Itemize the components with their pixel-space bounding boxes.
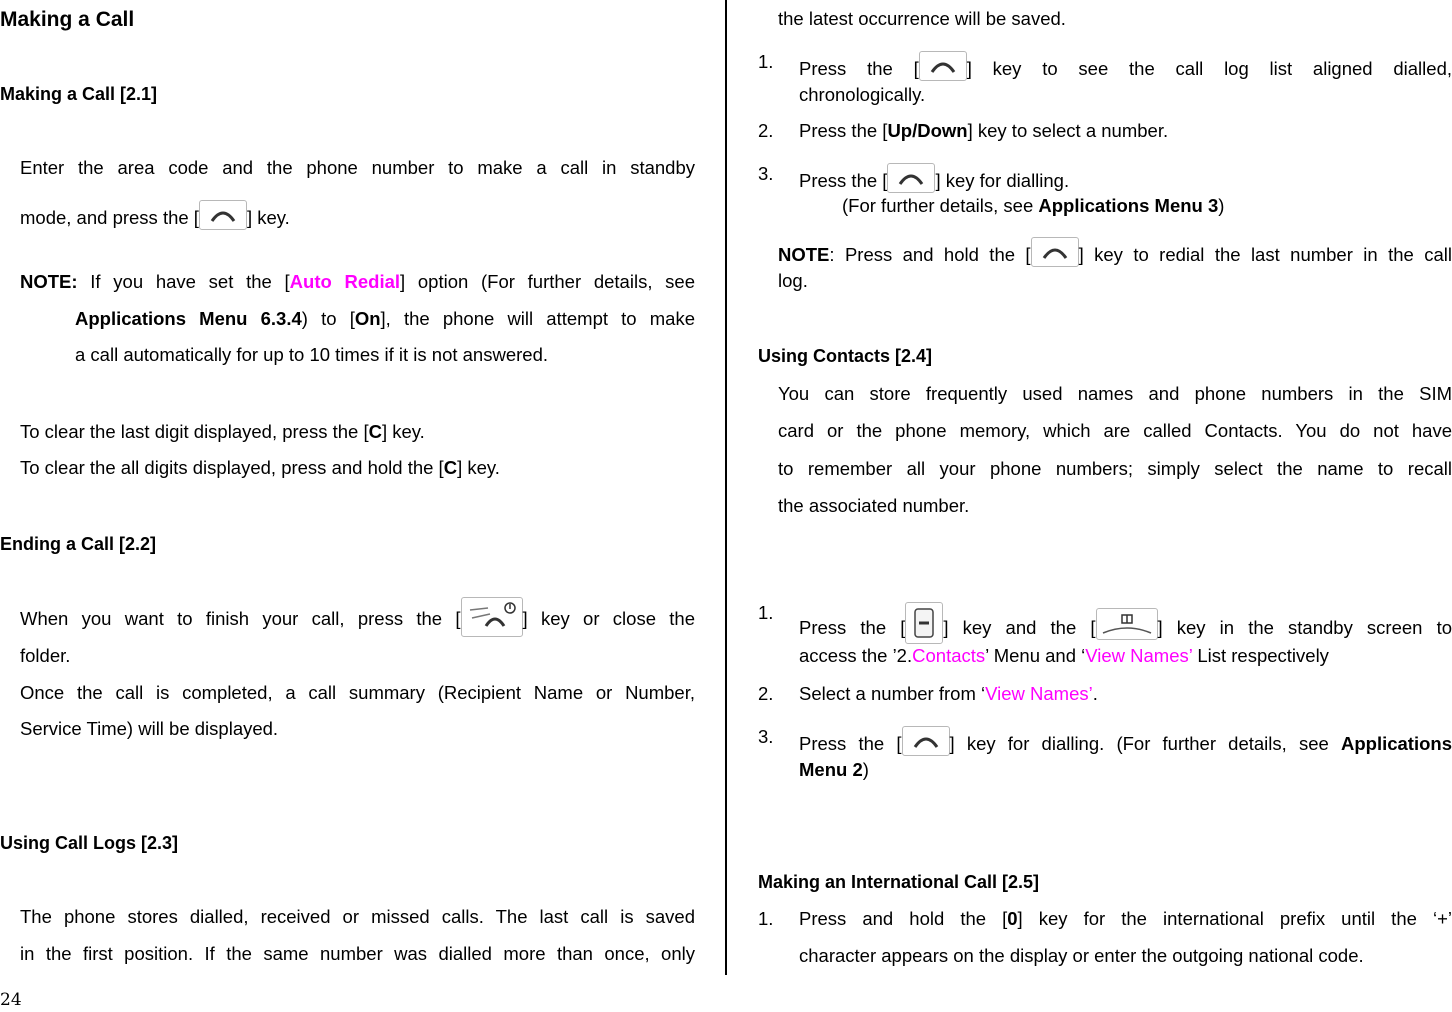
note-line: Applications Menu 6.3.4) to [On], the phone will attempt to make: [75, 308, 695, 329]
paragraph-line: folder.: [20, 645, 71, 666]
paragraph-line: the associated number.: [778, 495, 970, 516]
subsection-title-contacts: Using Contacts [2.4]: [758, 346, 933, 366]
send-key-icon: [902, 726, 950, 756]
list-item-cont: character appears on the display or enter the outgoing national code.: [799, 945, 1364, 966]
list-number: 1.: [758, 602, 774, 623]
contacts-key-icon: [1096, 608, 1158, 640]
column-divider: [725, 0, 727, 975]
paragraph-line: card or the phone memory, which are called Contacts. You do not have: [778, 420, 1452, 441]
paragraph-line: The phone stores dialled, received or missed calls. The last call is saved: [20, 906, 695, 927]
note-line: NOTE: Press and hold the [ ] key to redial the last number in the call: [778, 237, 1452, 267]
paragraph-line: the latest occurrence will be saved.: [778, 8, 1066, 29]
paragraph-line: You can store frequently used names and phone numbers in the SIM: [778, 383, 1452, 404]
end-key-icon: [461, 597, 523, 637]
paragraph-line: Enter the area code and the phone number to make a call in standby: [20, 157, 695, 178]
list-item-cont: access the ’2.Contacts’ Menu and ‘View Names’ List respectively: [799, 645, 1329, 666]
list-number: 2.: [758, 683, 774, 704]
list-number: 1.: [758, 51, 774, 72]
section-title-making-call: Making a Call: [0, 8, 135, 31]
subsection-title-making-call: Making a Call [2.1]: [0, 84, 158, 104]
send-key-icon: [919, 51, 967, 81]
paragraph-line: Once the call is completed, a call summary (Recipient Name or Number,: [20, 682, 695, 703]
list-number: 3.: [758, 163, 774, 184]
list-number: 1.: [758, 908, 774, 929]
list-item: Press and hold the [0] key for the international prefix until the ‘+’: [799, 908, 1452, 929]
send-key-icon: [199, 200, 247, 230]
send-key-icon: [1031, 237, 1079, 267]
paragraph-line: mode, and press the [ ] key.: [20, 200, 290, 230]
paragraph-line: To clear the all digits displayed, press and hold the [C] key.: [20, 457, 500, 478]
paragraph-line: To clear the last digit displayed, press the [C] key.: [20, 421, 425, 442]
list-item: Select a number from ‘View Names’.: [799, 683, 1098, 704]
list-item-cont: Menu 2): [799, 759, 869, 780]
list-number: 3.: [758, 726, 774, 747]
note-line: NOTE: If you have set the [Auto Redial] option (For further details, see: [20, 271, 696, 292]
page-number: 24: [0, 990, 22, 1010]
paragraph-line: Service Time) will be displayed.: [20, 718, 279, 739]
list-item-cont: (For further details, see Applications Menu 3): [842, 195, 1225, 216]
send-key-icon: [887, 163, 935, 193]
paragraph-line: in the first position. If the same number was dialled more than once, only: [20, 943, 695, 964]
list-item: Press the [ ] key for dialling. (For further details, see Applications: [799, 726, 1452, 756]
list-item: Press the [Up/Down] key to select a number.: [799, 120, 1169, 141]
list-item-cont: chronologically.: [799, 84, 926, 105]
list-number: 2.: [758, 120, 774, 141]
left-softkey-icon: [905, 602, 943, 644]
subsection-title-international-call: Making an International Call [2.5]: [758, 872, 1040, 892]
paragraph-line: When you want to finish your call, press the [ ] key or close the: [20, 597, 695, 637]
paragraph-line: to remember all your phone numbers; simply select the name to recall: [778, 458, 1452, 479]
list-item: Press the [ ] key to see the call log list aligned dialled,: [799, 51, 1452, 81]
auto-redial-term: Auto Redial: [289, 271, 401, 292]
note-line: a call automatically for up to 10 times if it is not answered.: [75, 344, 548, 365]
list-item: Press the [ ] key and the [ ] key in the standby screen to: [799, 602, 1452, 644]
list-item: Press the [ ] key for dialling.: [799, 163, 1069, 193]
subsection-title-ending-call: Ending a Call [2.2]: [0, 534, 157, 554]
subsection-title-call-logs: Using Call Logs [2.3]: [0, 833, 179, 853]
note-line: log.: [778, 270, 808, 291]
